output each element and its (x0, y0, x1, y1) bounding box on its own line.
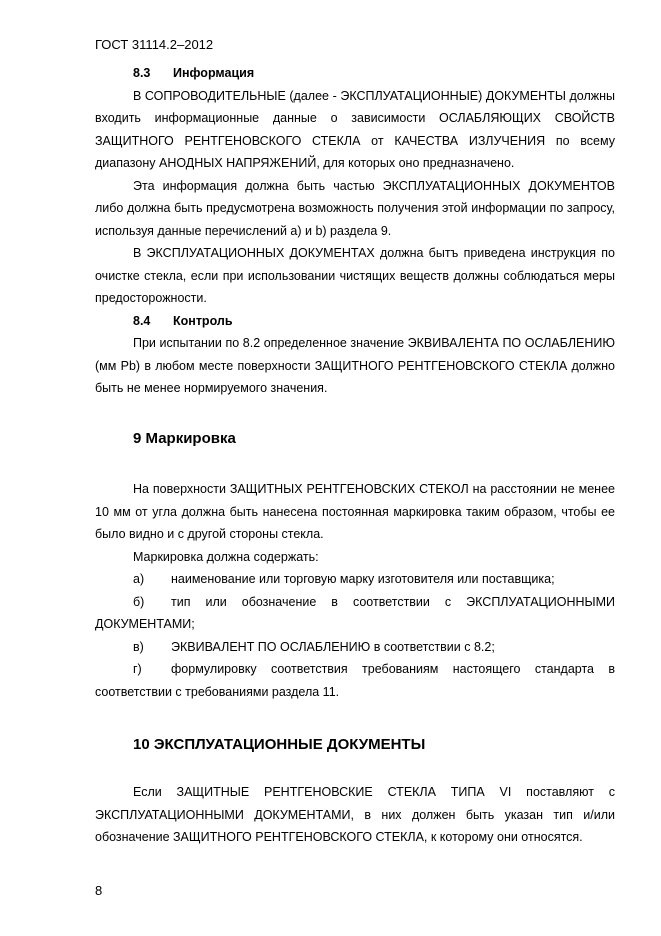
subsection-number: 8.4 (133, 313, 151, 328)
paragraph: В ЭКСПЛУАТАЦИОННЫХ ДОКУМЕНТАХ должна бытъ приведена инструкция по очистке стекла, если при использовании чистящих веществ должны соблюдаться меры предосторожности. (95, 246, 615, 305)
list-marker: б) (133, 594, 145, 609)
subsection-title: Контроль (173, 313, 233, 328)
subsection-title: Информация (173, 66, 255, 80)
list-marker: в) (133, 639, 144, 654)
list-marker: а) (133, 572, 145, 586)
list-item (95, 658, 615, 703)
paragraph: На поверхности ЗАЩИТНЫХ РЕНТГЕНОВСКИХ СТЕКОЛ на расстоянии не менее 10 мм от угла должна быть нанесена постоянная маркировка таким образом, чтобы ее было видно и с другой стороны стекла. (95, 482, 615, 541)
list-item (95, 568, 615, 591)
paragraph: Эта информация должна быть частью ЭКСПЛУАТАЦИОННЫХ ДОКУМЕНТОВ либо должна быть предусмотрена возможность получения этой информации по запросу, используя данные перечислений а) и b) раздела 9. (95, 178, 615, 238)
list-marker: г) (133, 662, 142, 676)
paragraph: Если ЗАЩИТНЫЕ РЕНТГЕНОВСКИЕ СТЕКЛА ТИПА VI поставляют с ЭКСПЛУАТАЦИОННЫМИ ДОКУМЕНТАМИ, в них должен быть указан тип и/или обозначение ЗАЩИТНОГО РЕНТГЕНОВСКОГО СТЕКЛА, к которому они относятся. (95, 785, 615, 844)
page-number: 8 (95, 883, 103, 898)
list-text: наименование или торговую марку изготовителя или поставщика; (171, 572, 555, 586)
section-9-heading: 9 Маркировка (133, 430, 236, 447)
subsection-8-3-heading (95, 62, 615, 85)
paragraph: При испытании по 8.2 определенное значение ЭКВИВАЛЕНТА ПО ОСЛАБЛЕНИЮ (мм Pb) в любом месте поверхности ЗАЩИТНОГО РЕНТГЕНОВСКОГО СТЕКЛА должно быть не менее нормируемого значения. (95, 336, 615, 395)
paragraph: Маркировка должна содержать: (133, 549, 319, 564)
subsection-8-4-heading (95, 310, 615, 333)
list-item (95, 636, 615, 659)
subsection-number: 8.3 (133, 66, 151, 80)
document-code: ГОСТ 31114.2–2012 (95, 37, 214, 52)
list-text: тип или обозначение в соответствии с ЭКСПЛУАТАЦИОННЫМИ ДОКУМЕНТАМИ; (95, 594, 615, 631)
section-10-heading: 10 ЭКСПЛУАТАЦИОННЫЕ ДОКУМЕНТЫ (133, 736, 426, 753)
list-text: формулировку соответствия требованиям настоящего стандарта в соответствии с требованиями раздела 11. (95, 662, 615, 699)
list-text: ЭКВИВАЛЕНТ ПО ОСЛАБЛЕНИЮ в соответствии с 8.2; (171, 639, 495, 654)
paragraph: В СОПРОВОДИТЕЛЬНЫЕ (далее - ЭКСПЛУАТАЦИОННЫЕ) ДОКУМЕНТЫ должны входить информационные данные о зависимости ОСЛАБЛЯЮЩИХ СВОЙСТВ ЗАЩИТНОГО РЕНТГЕНОВСКОГО СТЕКЛА от КАЧЕСТВА ИЗЛУЧЕНИЯ по всему диапазону АНОДНЫХ НАПРЯЖЕНИЙ, для которых оно предназначено. (95, 88, 615, 170)
list-item (95, 591, 615, 636)
